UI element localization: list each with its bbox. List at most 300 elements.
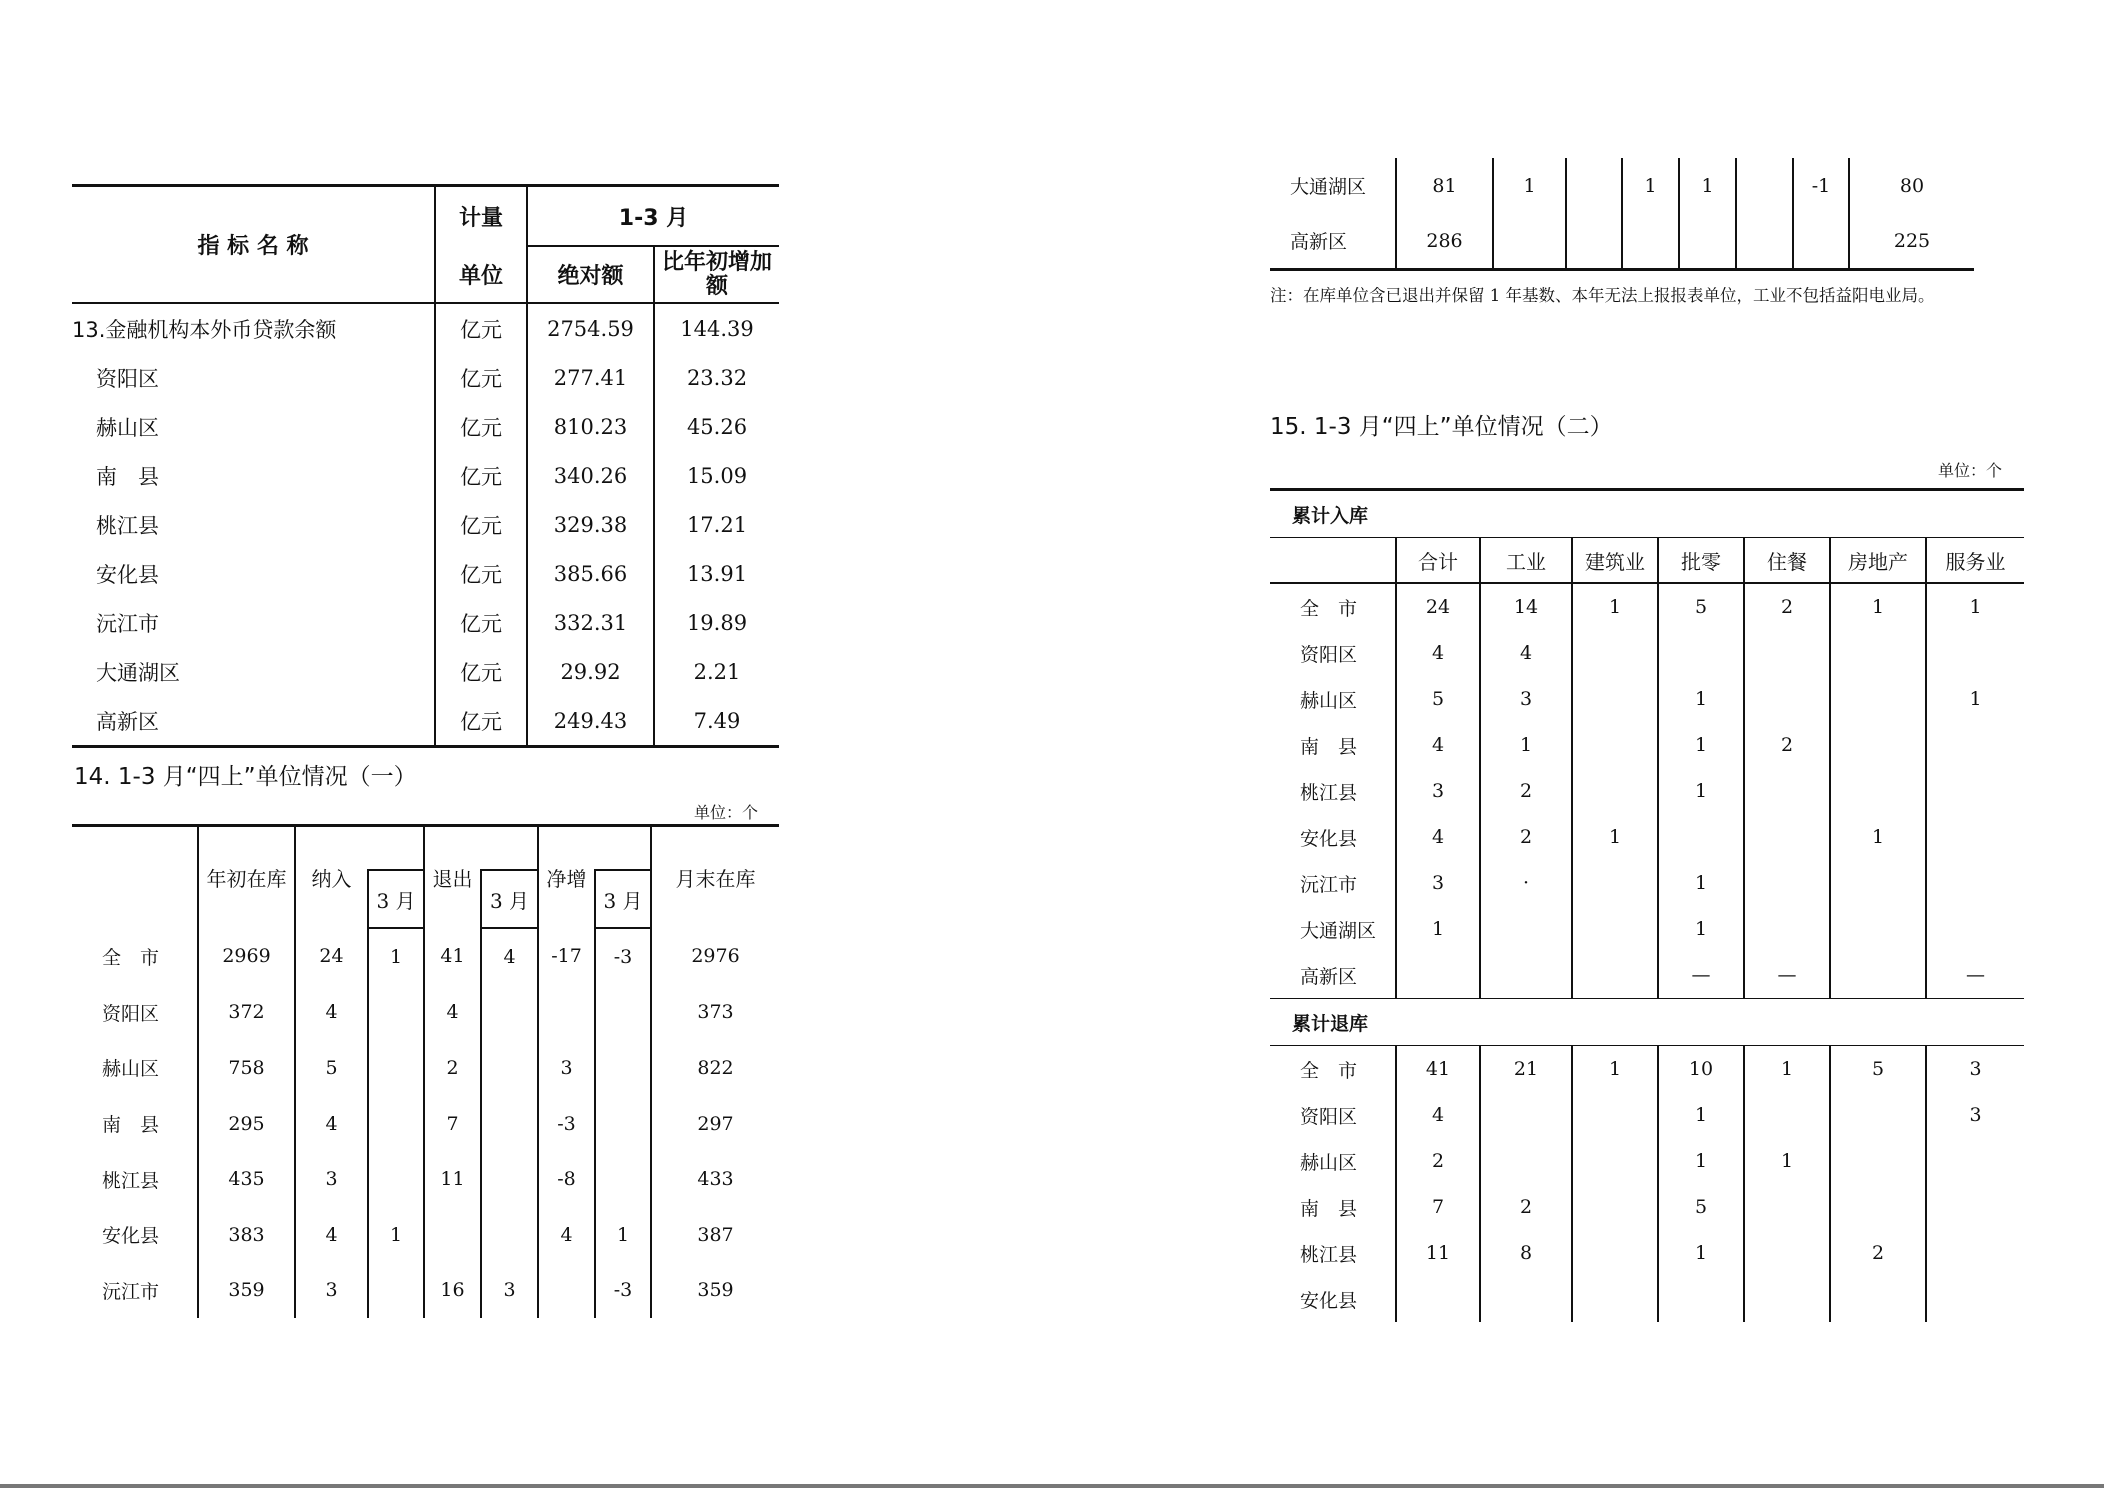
column-header-row [1270, 538, 2024, 584]
table-row [1270, 213, 1974, 270]
net-march-header: 3 月 [595, 870, 651, 928]
cell-value [1572, 952, 1658, 999]
row-unit: 亿元 [435, 353, 527, 402]
cell-net [1736, 213, 1793, 270]
cell-value: 1 [1572, 1046, 1658, 1093]
admit-march-header: 3 月 [368, 870, 424, 928]
cell-value [1926, 722, 2024, 768]
cell-exit: 2 [424, 1040, 481, 1096]
cell-end: 225 [1849, 213, 1974, 270]
cell-start: 383 [198, 1207, 295, 1263]
cell-exit-m [481, 1040, 538, 1096]
admit-header: 纳入 [295, 826, 368, 929]
row-name: 高新区 [1300, 965, 1358, 988]
row-absolute: 332.31 [527, 598, 654, 647]
cell-exit-m: 4 [481, 928, 538, 985]
cell-value [1744, 1230, 1830, 1276]
cell-end: 433 [651, 1151, 779, 1207]
cell-value [1658, 1276, 1744, 1322]
cell-value: 1 [1658, 1230, 1744, 1276]
table-row [1270, 1138, 2024, 1184]
cell-value: 10 [1658, 1046, 1744, 1093]
exit-month-spacer [481, 826, 538, 871]
row-name: 大通湖区 [96, 660, 180, 685]
cell-exit-m [481, 1207, 538, 1263]
cell-value: 4 [1480, 630, 1572, 676]
unit-header-line2: 单位 [435, 246, 527, 303]
cell-exit-m [481, 1096, 538, 1152]
cell-value [1926, 1230, 2024, 1276]
cell-value: 1 [1572, 814, 1658, 860]
table15-caption: 15. 1-3 月“四上”单位情况（二） [1270, 414, 1613, 440]
row-increase: 7.49 [654, 696, 779, 747]
cell-value [1572, 1230, 1658, 1276]
row-increase: 19.89 [654, 598, 779, 647]
cell-net: -8 [538, 1151, 595, 1207]
cell-value [1830, 906, 1926, 952]
row-name: 桃江县 [1300, 781, 1358, 804]
cell-start: 359 [198, 1263, 295, 1319]
row-name: 南 县 [1300, 735, 1358, 758]
row-name: 桃江县 [96, 513, 159, 538]
cell-start: 2969 [198, 928, 295, 985]
cell-value: 4 [1396, 1092, 1480, 1138]
unit-header-line1: 计量 [435, 186, 527, 247]
cell-value [1572, 1092, 1658, 1138]
cell-value: 11 [1396, 1230, 1480, 1276]
table-row [1270, 722, 2024, 768]
cell-start: 295 [198, 1096, 295, 1152]
cell-exit: 4 [424, 985, 481, 1041]
cell-net-m: 1 [595, 1207, 651, 1263]
row-name: 沅江市 [102, 1280, 160, 1303]
row-name: 安化县 [1300, 1289, 1358, 1312]
row-increase: 45.26 [654, 402, 779, 451]
cell-end: 373 [651, 985, 779, 1041]
cell-admit-m [1566, 158, 1622, 213]
increase-header: 比年初增加额 [654, 246, 779, 303]
cell-value: 1 [1396, 906, 1480, 952]
row-unit: 亿元 [435, 500, 527, 549]
cell-admit [1493, 213, 1566, 270]
row-name: 全 市 [1300, 1059, 1358, 1082]
cell-value [1658, 814, 1744, 860]
cell-admit-m: 1 [368, 928, 424, 985]
start-header: 年初在库 [198, 826, 295, 929]
cell-value [1396, 1276, 1480, 1322]
cell-exit: 7 [424, 1096, 481, 1152]
cell-value: 2 [1480, 814, 1572, 860]
cell-net-m [595, 985, 651, 1041]
cell-admit-m [368, 1151, 424, 1207]
cell-net: -17 [538, 928, 595, 985]
cell-value: 1 [1658, 768, 1744, 814]
cell-admit: 4 [295, 1207, 368, 1263]
cell-value: — [1926, 952, 2024, 999]
absolute-header: 绝对额 [527, 246, 654, 303]
row-name: 全 市 [102, 946, 160, 969]
exit-header: 退出 [424, 826, 481, 929]
cell-value [1744, 1184, 1830, 1230]
row-name: 资阳区 [1300, 1105, 1358, 1128]
cell-value: 41 [1396, 1046, 1480, 1093]
cell-value [1572, 1138, 1658, 1184]
row-increase: 23.32 [654, 353, 779, 402]
cell-value [1926, 814, 2024, 860]
row-name: 资阳区 [96, 366, 159, 391]
cell-value: 1 [1830, 814, 1926, 860]
table-row [72, 696, 779, 747]
row-name: 沅江市 [96, 611, 159, 636]
net-month-spacer [595, 826, 651, 871]
table-row [1270, 1276, 2024, 1322]
column-header: 建筑业 [1572, 538, 1658, 584]
row-increase: 2.21 [654, 647, 779, 696]
table15-unit-note: 单位：个 [1938, 461, 2003, 480]
table14-unit-note: 单位：个 [694, 803, 759, 822]
cell-value [1480, 952, 1572, 999]
row-name: 南 县 [102, 1114, 160, 1137]
cell-end: 2976 [651, 928, 779, 985]
row-absolute: 329.38 [527, 500, 654, 549]
cell-value: 5 [1658, 583, 1744, 630]
row-name: 赫山区 [1300, 689, 1358, 712]
cell-value [1926, 906, 2024, 952]
cell-value [1744, 676, 1830, 722]
cell-exit: 41 [424, 928, 481, 985]
cell-value [1744, 814, 1830, 860]
cell-net [1736, 158, 1793, 213]
row-name: 大通湖区 [1290, 176, 1367, 198]
row-name: 资阳区 [102, 1002, 160, 1025]
cell-value [1830, 952, 1926, 999]
cell-value [1744, 906, 1830, 952]
table-row [1270, 1184, 2024, 1230]
cell-value [1744, 630, 1830, 676]
cell-value: 1 [1658, 906, 1744, 952]
row-increase: 17.21 [654, 500, 779, 549]
row-name: 安化县 [102, 1225, 160, 1248]
table-row [72, 1040, 779, 1096]
row-absolute: 340.26 [527, 451, 654, 500]
cell-value [1480, 906, 1572, 952]
row-absolute: 249.43 [527, 696, 654, 747]
cell-net-m [1793, 213, 1849, 270]
table-row [1270, 158, 1974, 213]
column-header: 批零 [1658, 538, 1744, 584]
cell-end: 297 [651, 1096, 779, 1152]
row-name: 赫山区 [96, 415, 159, 440]
units-status-table-1 [72, 824, 779, 1318]
section-title-row [1270, 490, 2024, 538]
cell-value: 1 [1658, 860, 1744, 906]
row-unit: 亿元 [435, 549, 527, 598]
cell-value [1830, 1184, 1926, 1230]
cell-end: 387 [651, 1207, 779, 1263]
cell-net-m [595, 1096, 651, 1152]
cell-net-m: -3 [595, 928, 651, 985]
units-status-body-2 [1270, 490, 2024, 1323]
page-bottom-rule [0, 1484, 2104, 1488]
cell-value: 5 [1830, 1046, 1926, 1093]
row-unit: 亿元 [435, 451, 527, 500]
column-header: 工业 [1480, 538, 1572, 584]
row-name: 安化县 [96, 562, 159, 587]
section-title: 累计退库 [1270, 999, 2024, 1046]
period-header: 1-3 月 [527, 186, 779, 247]
cell-value: 2 [1830, 1230, 1926, 1276]
cell-value: 3 [1396, 768, 1480, 814]
cell-value [1926, 1276, 2024, 1322]
cell-value: 1 [1926, 676, 2024, 722]
exit-march-header: 3 月 [481, 870, 538, 928]
cell-value: 2 [1480, 768, 1572, 814]
cell-exit-m [1679, 213, 1736, 270]
end-header: 月末在库 [651, 826, 779, 929]
row-absolute: 277.41 [527, 353, 654, 402]
cell-value [1658, 630, 1744, 676]
row-name: 大通湖区 [1300, 919, 1377, 942]
table-row [1270, 860, 2024, 906]
row-unit: 亿元 [435, 402, 527, 451]
cell-value: 2 [1480, 1184, 1572, 1230]
cell-start: 758 [198, 1040, 295, 1096]
cell-net-m: -3 [595, 1263, 651, 1319]
row-name: 南 县 [1300, 1197, 1358, 1220]
cell-exit [1622, 213, 1679, 270]
section-title-row [1270, 999, 2024, 1046]
cell-net: -3 [538, 1096, 595, 1152]
table-row [1270, 676, 2024, 722]
cell-value: 4 [1396, 630, 1480, 676]
table-row [72, 928, 779, 985]
units-status-body-1 [72, 928, 779, 1318]
row-name: 沅江市 [1300, 873, 1358, 896]
cell-value [1396, 952, 1480, 999]
cell-exit-m: 3 [481, 1263, 538, 1319]
cell-exit-m [481, 1151, 538, 1207]
cell-admit: 4 [295, 985, 368, 1041]
cell-value [1830, 676, 1926, 722]
cell-value [1830, 768, 1926, 814]
table-row [1270, 583, 2024, 630]
cell-value [1926, 860, 2024, 906]
cell-admit-m: 1 [368, 1207, 424, 1263]
area-header [72, 826, 198, 929]
cell-value: 4 [1396, 814, 1480, 860]
table-row [72, 402, 779, 451]
cell-exit: 11 [424, 1151, 481, 1207]
cell-net-m: -1 [1793, 158, 1849, 213]
cell-admit: 3 [295, 1263, 368, 1319]
cell-value [1572, 1184, 1658, 1230]
net-header: 净增 [538, 826, 595, 929]
cell-value: 1 [1744, 1138, 1830, 1184]
cell-value [1744, 768, 1830, 814]
cell-value: 24 [1396, 583, 1480, 630]
cell-start: 372 [198, 985, 295, 1041]
table-row [72, 1096, 779, 1152]
cell-value [1830, 1138, 1926, 1184]
cell-value [1480, 1092, 1572, 1138]
cell-start: 435 [198, 1151, 295, 1207]
table-row [72, 1207, 779, 1263]
row-name: 全 市 [1300, 597, 1358, 620]
cell-value: 1 [1480, 722, 1572, 768]
cell-value [1480, 1138, 1572, 1184]
cell-net-m [595, 1151, 651, 1207]
cell-value: 1 [1658, 1092, 1744, 1138]
cell-value [1744, 860, 1830, 906]
cell-value: 8 [1480, 1230, 1572, 1276]
cell-value [1572, 768, 1658, 814]
table-row [72, 1263, 779, 1319]
cell-admit-m [368, 1096, 424, 1152]
cell-exit [424, 1207, 481, 1263]
cell-net [538, 985, 595, 1041]
table-row [1270, 768, 2024, 814]
cell-value: 14 [1480, 583, 1572, 630]
row-name: 桃江县 [1300, 1243, 1358, 1266]
column-header: 房地产 [1830, 538, 1926, 584]
cell-admit: 1 [1493, 158, 1566, 213]
cell-value [1572, 722, 1658, 768]
row-name: 赫山区 [102, 1058, 160, 1081]
cell-end: 822 [651, 1040, 779, 1096]
cell-value: 3 [1926, 1092, 2024, 1138]
cell-value [1572, 1276, 1658, 1322]
cell-value [1830, 860, 1926, 906]
cell-value [1926, 630, 2024, 676]
row-name: 南 县 [96, 464, 159, 489]
cell-value [1830, 630, 1926, 676]
row-name: 安化县 [1300, 827, 1358, 850]
cell-exit: 1 [1622, 158, 1679, 213]
cell-value: 7 [1396, 1184, 1480, 1230]
units-status-table-1-continued [1270, 158, 1974, 271]
cell-value [1572, 906, 1658, 952]
cell-value: 2 [1396, 1138, 1480, 1184]
table-row [1270, 814, 2024, 860]
cell-value [1830, 1276, 1926, 1322]
row-absolute: 385.66 [527, 549, 654, 598]
cell-value: 1 [1658, 722, 1744, 768]
table-row [72, 303, 779, 353]
cell-net-m [595, 1040, 651, 1096]
row-unit: 亿元 [435, 598, 527, 647]
cell-value: 5 [1396, 676, 1480, 722]
section-title: 累计入库 [1270, 490, 2024, 538]
row-name: 13.金融机构本外币贷款余额 [72, 317, 337, 342]
area-header [1270, 538, 1396, 584]
table-row [72, 451, 779, 500]
cell-value [1830, 1092, 1926, 1138]
loan-balance-table [72, 184, 779, 748]
cell-value [1572, 630, 1658, 676]
indicator-header: 指 标 名 称 [197, 234, 309, 259]
row-name: 赫山区 [1300, 1151, 1358, 1174]
row-increase: 144.39 [654, 303, 779, 353]
cell-value: 1 [1830, 583, 1926, 630]
cell-value [1572, 676, 1658, 722]
cell-admit: 3 [295, 1151, 368, 1207]
cell-value: 3 [1480, 676, 1572, 722]
cell-value: 2 [1744, 583, 1830, 630]
row-name: 资阳区 [1300, 643, 1358, 666]
table14-footnote: 注：在库单位含已退出并保留 1 年基数、本年无法上报报表单位，工业不包括益阳电业局。 [1270, 286, 1935, 305]
column-header: 住餐 [1744, 538, 1830, 584]
cell-value [1926, 1184, 2024, 1230]
cell-value: 2 [1744, 722, 1830, 768]
row-absolute: 810.23 [527, 402, 654, 451]
row-unit: 亿元 [435, 696, 527, 747]
cell-exit: 16 [424, 1263, 481, 1319]
cell-value: 3 [1926, 1046, 2024, 1093]
cell-net: 3 [538, 1040, 595, 1096]
row-name: 高新区 [96, 709, 159, 734]
cell-value: 4 [1396, 722, 1480, 768]
row-increase: 13.91 [654, 549, 779, 598]
column-header: 服务业 [1926, 538, 2024, 584]
column-header: 合计 [1396, 538, 1480, 584]
cell-end: 359 [651, 1263, 779, 1319]
row-unit: 亿元 [435, 303, 527, 353]
cell-exit-m: 1 [1679, 158, 1736, 213]
cell-value: · [1480, 860, 1572, 906]
cell-admit: 5 [295, 1040, 368, 1096]
table-row [72, 1151, 779, 1207]
table-row [1270, 630, 2024, 676]
cell-admit: 4 [295, 1096, 368, 1152]
units-status-table-2 [1270, 488, 2024, 1322]
cell-value [1572, 860, 1658, 906]
cell-admit: 24 [295, 928, 368, 985]
row-absolute: 29.92 [527, 647, 654, 696]
table-row [1270, 1092, 2024, 1138]
table-row [72, 353, 779, 402]
table14-caption: 14. 1-3 月“四上”单位情况（一） [74, 764, 417, 790]
row-absolute: 2754.59 [527, 303, 654, 353]
cell-start: 286 [1396, 213, 1493, 270]
cell-value: 3 [1396, 860, 1480, 906]
table-row [72, 500, 779, 549]
cell-start: 81 [1396, 158, 1493, 213]
table-row [1270, 906, 2024, 952]
row-name: 高新区 [1290, 231, 1348, 253]
table-row [72, 549, 779, 598]
cell-admit-m [368, 1040, 424, 1096]
cell-admit-m [368, 985, 424, 1041]
cell-value: 5 [1658, 1184, 1744, 1230]
table-row [72, 647, 779, 696]
table-row [72, 598, 779, 647]
cell-value: — [1744, 952, 1830, 999]
cell-admit-m [1566, 213, 1622, 270]
cell-value: 1 [1658, 1138, 1744, 1184]
cell-value: 1 [1744, 1046, 1830, 1093]
cell-net [538, 1263, 595, 1319]
row-increase: 15.09 [654, 451, 779, 500]
cell-net: 4 [538, 1207, 595, 1263]
cell-value [1744, 1276, 1830, 1322]
table-row [1270, 1046, 2024, 1093]
cell-value: 21 [1480, 1046, 1572, 1093]
loan-balance-body [72, 303, 779, 747]
cell-value: — [1658, 952, 1744, 999]
units-status-body-1-continued [1270, 158, 1974, 270]
cell-end: 80 [1849, 158, 1974, 213]
cell-value [1480, 1276, 1572, 1322]
